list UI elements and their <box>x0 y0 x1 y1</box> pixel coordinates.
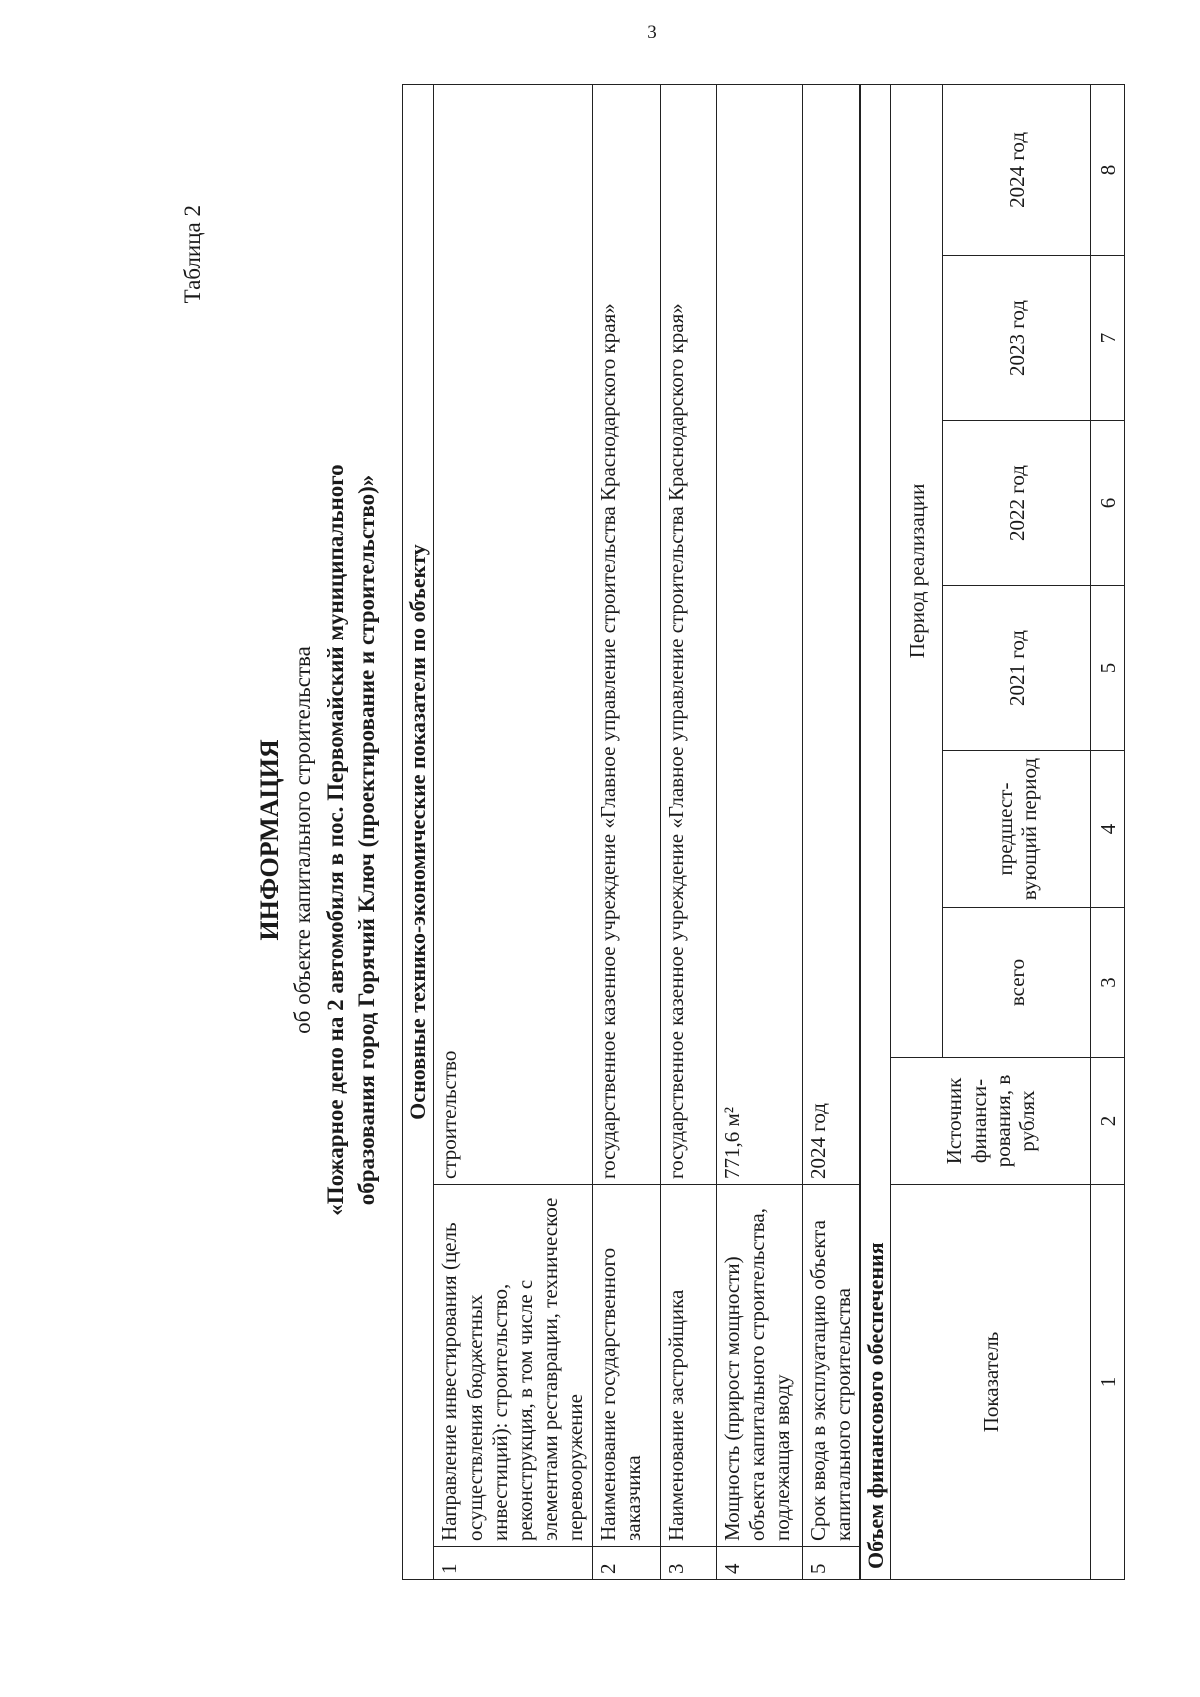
row-label: Наименование государственного заказчика <box>592 1185 660 1547</box>
column-number: 1 <box>1091 1185 1125 1580</box>
header-total: всего <box>943 908 1091 1058</box>
document-title: ИНФОРМАЦИЯ <box>255 739 284 941</box>
financing-section-row <box>860 84 890 1579</box>
column-number: 6 <box>1091 421 1125 586</box>
header-year-2022: 2022 год <box>943 421 1091 586</box>
financing-header-row-1 <box>891 84 943 1579</box>
row-value: строительство <box>434 85 592 1185</box>
page-number: 3 <box>647 22 657 43</box>
indicators-section-title: Основные технико-экономические показатели по объекту <box>403 85 434 1580</box>
header-period-group: Период реализации <box>891 84 943 1057</box>
financing-section-title: Объем финансового обеспечения <box>860 84 890 1579</box>
object-name-line-1: «Пожарное депо на 2 автомобиля в пос. Первомайский муниципального <box>323 464 348 1216</box>
header-year-2021: 2021 год <box>943 586 1091 751</box>
header-indicator: Показатель <box>891 1185 1091 1580</box>
row-number: 3 <box>660 1547 716 1580</box>
column-number: 7 <box>1091 256 1125 421</box>
column-number: 4 <box>1091 751 1125 908</box>
column-number: 3 <box>1091 908 1125 1058</box>
indicators-section-row <box>403 85 434 1580</box>
row-number: 5 <box>802 1547 859 1580</box>
information-table <box>402 85 1125 1580</box>
table-label: Таблица 2 <box>180 205 205 304</box>
column-number: 2 <box>1091 1058 1125 1185</box>
row-value: государственное казенное учреждение «Главное управление строительства Краснодарского края» <box>660 85 716 1185</box>
row-label: Наименование застройщика <box>660 1185 716 1547</box>
row-label: Мощность (прирост мощности) объекта капитального строительства, подлежащая вводу <box>716 1185 802 1547</box>
column-number-row <box>1091 84 1125 1579</box>
column-number: 5 <box>1091 586 1125 751</box>
header-previous-period: предшест- вующий период <box>943 751 1091 908</box>
row-value: 771,6 м² <box>716 85 802 1185</box>
row-label: Срок ввода в эксплуатацию объекта капитального строительства <box>802 1185 859 1547</box>
financing-table <box>860 84 1125 1580</box>
column-number: 8 <box>1091 84 1125 255</box>
header-year-2024: 2024 год <box>943 84 1091 255</box>
document-subtitle: об объекте капитального строительства <box>290 646 315 1034</box>
row-value: государственное казенное учреждение «Главное управление строительства Краснодарского края» <box>592 85 660 1185</box>
object-name-line-2: образования город Горячий Ключ (проектирование и строительство)» <box>354 474 379 1206</box>
row-label: Направление инвестирования (цель осуществления бюджетных инвестиций): строительство, реконструкция, в том числе с элементами реставрации, техническое перевооружение <box>434 1185 592 1547</box>
table-row <box>802 85 859 1580</box>
table-row <box>716 85 802 1580</box>
table-row <box>660 85 716 1580</box>
table-row <box>434 85 592 1580</box>
row-number: 2 <box>592 1547 660 1580</box>
row-value: 2024 год <box>802 85 859 1185</box>
table-row <box>592 85 660 1580</box>
indicators-table <box>402 84 860 1580</box>
row-number: 1 <box>434 1547 592 1580</box>
rotated-page-content <box>150 80 1200 1600</box>
header-year-2023: 2023 год <box>943 256 1091 421</box>
row-number: 4 <box>716 1547 802 1580</box>
header-source: Источник финанси- рования, в рублях <box>891 1058 1091 1185</box>
